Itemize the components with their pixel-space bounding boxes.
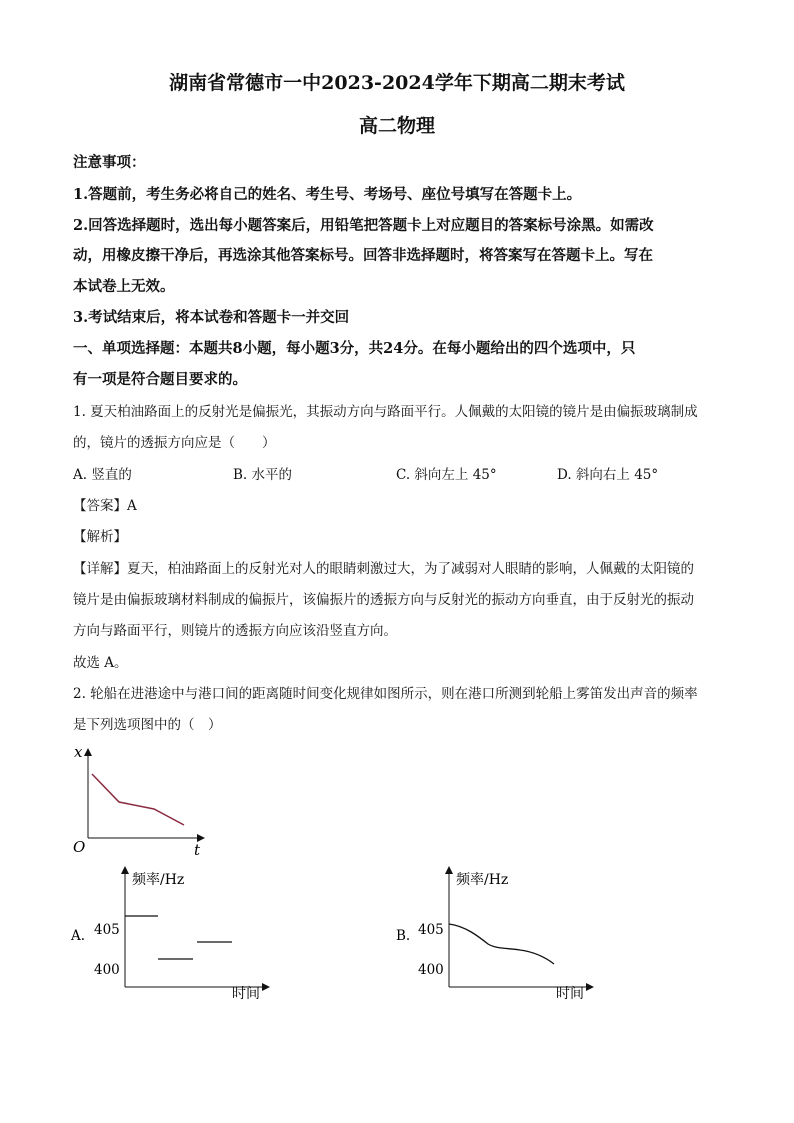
a-tick-405: 405 [94, 922, 120, 938]
notice-item-2-line-1: 2.回答选择题时，选出每小题答案后，用铅笔把答题卡上对应题目的答案标号涂黑。如需改 [73, 217, 654, 234]
detail-tag: 【详解】 [73, 561, 127, 577]
b-y-label: 频率/Hz [456, 872, 509, 888]
b-x-label: 时间 [556, 986, 584, 1002]
answer-value: A [127, 498, 137, 514]
b-tick-400: 400 [418, 962, 444, 978]
notice-item-2-line-3: 本试卷上无效。 [73, 278, 175, 295]
exam-subtitle: 高二物理 [358, 115, 435, 137]
a-option-letter: A. [71, 928, 86, 944]
section1-heading-line-1: 一、单项选择题：本题共8小题，每小题3分，共24分。在每小题给出的四个选项中，只 [73, 340, 636, 357]
q2-option-a-graph [66, 862, 281, 1004]
detail-text-1: 夏天，柏油路面上的反射光对人的眼睛刺激过大，为了减弱对人眼睛的影响，人佩戴的太阳镜的 [127, 561, 694, 577]
answer-tag: 【答案】 [73, 498, 127, 514]
notice-heading: 注意事项： [73, 154, 146, 171]
notice-item-2-line-2: 动，用橡皮擦干净后，再选涂其他答案标号。回答非选择题时，将答案写在答题卡上。写在 [73, 247, 653, 264]
q2-stem-line-1: 2. 轮船在进港途中与港口间的距离随时间变化规律如图所示，则在港口所测到轮船上雾笛发出声音的频率 [73, 686, 698, 702]
q1-conclusion: 故选 A。 [73, 655, 128, 671]
q1-detail-line-3: 方向与路面平行，则镜片的透振方向应该沿竖直方向。 [73, 623, 397, 639]
q1-stem-line-1: 1. 夏天柏油路面上的反射光是偏振光，其振动方向与路面平行。人佩戴的太阳镜的镜片是由偏振玻璃制成 [73, 404, 698, 420]
q1-analysis-tag: 【解析】 [73, 529, 127, 545]
q1-stem-line-2: 的，镜片的透振方向应是（ ） [73, 435, 276, 451]
a-y-label: 频率/Hz [132, 872, 185, 888]
a-tick-400: 400 [94, 962, 120, 978]
q1-option-b: B. 水平的 [233, 467, 293, 483]
notice-item-3: 3.考试结束后，将本试卷和答题卡一并交回 [73, 309, 350, 326]
notice-item-1: 1.答题前，考生务必将自己的姓名、考生号、考场号、座位号填写在答题卡上。 [73, 186, 582, 203]
a-x-label: 时间 [232, 986, 260, 1002]
xt-x-label: t [194, 841, 201, 859]
b-tick-405: 405 [418, 922, 444, 938]
b-frequency-curve [449, 924, 554, 964]
q1-option-c: C. 斜向左上 45° [396, 467, 497, 483]
q1-option-d: D. 斜向右上 45° [557, 467, 659, 483]
xt-origin-label: O [73, 838, 86, 856]
b-option-letter: B. [396, 928, 411, 944]
q1-option-a: A. 竖直的 [73, 467, 132, 483]
q1-detail-line-2: 镜片是由偏振玻璃材料制成的偏振片，该偏振片的透振方向与反射光的振动方向垂直，由于反射光的振动 [73, 592, 694, 608]
exam-title: 湖南省常德市一中2023-2024学年下期高二期末考试 [169, 72, 625, 94]
q2-stem-line-2: 是下列选项图中的（ ） [73, 717, 222, 733]
q1-detail-line-1 [73, 557, 733, 577]
xt-distance-line [92, 774, 184, 825]
xt-y-label: x [74, 743, 83, 761]
section1-heading-line-2: 有一项是符合题目要求的。 [73, 371, 247, 388]
q2-option-b-graph [390, 862, 605, 1004]
q2-distance-time-graph [68, 738, 218, 860]
q1-answer-line [73, 494, 733, 514]
